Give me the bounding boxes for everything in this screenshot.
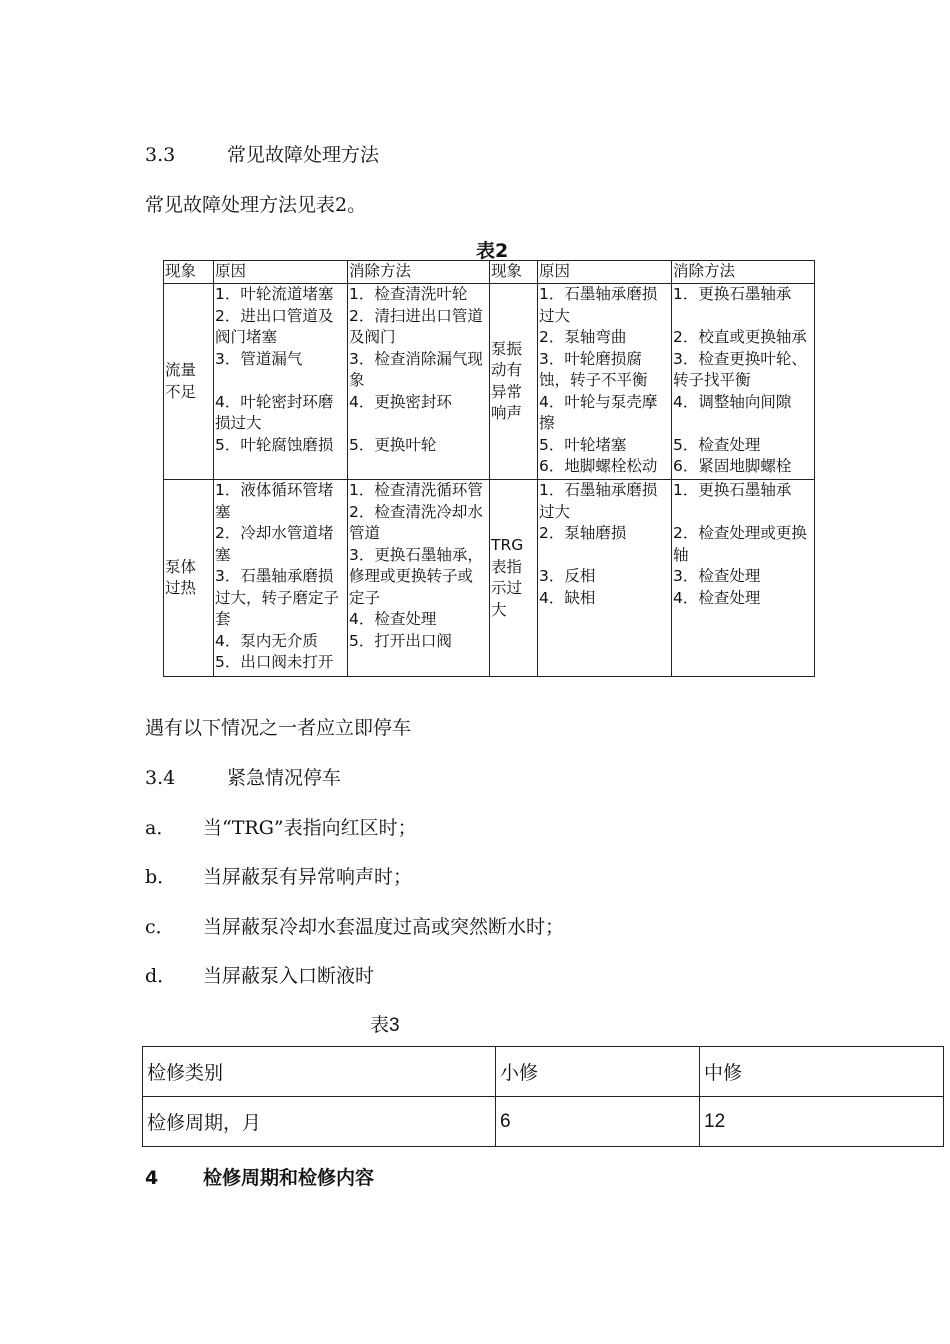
symptom-cell: 泵振动有异常响声 <box>490 284 538 480</box>
maintenance-table <box>142 1046 944 1147</box>
section-number: 3.3 <box>145 144 176 166</box>
item-text: 当屏蔽泵冷却水套温度过高或突然断水时； <box>203 916 565 938</box>
fault-table <box>163 260 815 677</box>
cause-cell: 1．叶轮流道堵塞 2．进出口管道及阀门堵塞 3．管道漏气 4．叶轮密封环磨损过大 5．叶轮腐蚀磨损 <box>214 284 348 480</box>
item-text: 当“TRG”表指向红区时； <box>203 817 417 839</box>
table3-caption: 表3 <box>370 1015 400 1036</box>
remedy-cell: 1．更换石墨轴承 2．校直或更换轴承 3．检查更换叶轮、转子找平衡 4．调整轴向间隙 5．检查处理 6．紧固地脚螺栓 <box>672 284 815 480</box>
list-item <box>145 912 564 939</box>
symptom-cell: 泵体 过热 <box>164 480 214 677</box>
section-title: 常见故障处理方法 <box>227 144 380 166</box>
stop-intro: 遇有以下情况之一者应立即停车 <box>145 717 412 739</box>
table-row <box>164 284 815 480</box>
header-cell: 原因 <box>214 261 348 284</box>
section-title: 检修周期和检修内容 <box>203 1167 375 1189</box>
table2-caption: 表2 <box>476 240 509 262</box>
section-title: 紧急情况停车 <box>227 767 342 789</box>
header-cell: 消除方法 <box>348 261 490 284</box>
cause-cell: 1．石墨轴承磨损过大 2．泵轴磨损 3．反相 4．缺相 <box>538 480 672 677</box>
item-letter: b． <box>145 866 177 888</box>
table-row <box>164 480 815 677</box>
item-letter: c． <box>145 916 175 938</box>
item-letter: a． <box>145 817 176 839</box>
table-cell: 6 <box>496 1097 700 1147</box>
table-header-row <box>164 261 815 284</box>
table-row <box>143 1097 944 1147</box>
remedy-cell: 1．检查清洗循环管 2．检查清洗冷却水管道 3．更换石墨轴承，修理或更换转子或定子 4．检查处理 5．打开出口阀 <box>348 480 490 677</box>
section-3-3-heading <box>145 140 379 167</box>
table-row <box>143 1047 944 1097</box>
item-letter: d． <box>145 965 177 987</box>
header-cell: 检修类别 <box>143 1047 496 1097</box>
symptom-cell: 流量 不足 <box>164 284 214 480</box>
section-number: 4 <box>145 1167 159 1189</box>
table-cell: 12 <box>700 1097 944 1147</box>
list-item <box>145 961 374 988</box>
section-3-4-heading <box>145 763 341 790</box>
section-number: 3.4 <box>145 767 176 789</box>
remedy-cell: 1．更换石墨轴承 2．检查处理或更换轴 3．检查处理 4．检查处理 <box>672 480 815 677</box>
item-text: 当屏蔽泵有异常响声时； <box>203 866 413 888</box>
list-item <box>145 862 412 889</box>
cause-cell: 1．液体循环管堵塞 2．冷却水管道堵塞 3．石墨轴承磨损过大，转子磨定子套 4．泵内无介质 5．出口阀未打开 <box>214 480 348 677</box>
cause-cell: 1．石墨轴承磨损过大 2．泵轴弯曲 3．叶轮磨损腐蚀，转子不平衡 4．叶轮与泵壳摩擦 5．叶轮堵塞 6．地脚螺栓松动 <box>538 284 672 480</box>
symptom-cell: TRG表指示过大 <box>490 480 538 677</box>
header-cell: 现象 <box>164 261 214 284</box>
header-cell: 原因 <box>538 261 672 284</box>
intro-paragraph: 常见故障处理方法见表2。 <box>145 194 367 216</box>
section-4-heading <box>145 1163 374 1190</box>
table-cell: 检修周期，月 <box>143 1097 496 1147</box>
item-text: 当屏蔽泵入口断液时 <box>203 965 375 987</box>
header-cell: 中修 <box>700 1047 944 1097</box>
header-cell: 小修 <box>496 1047 700 1097</box>
header-cell: 现象 <box>490 261 538 284</box>
header-cell: 消除方法 <box>672 261 815 284</box>
remedy-cell: 1．检查清洗叶轮 2．清扫进出口管道及阀门 3．检查消除漏气现象 4．更换密封环 5．更换叶轮 <box>348 284 490 480</box>
list-item <box>145 813 417 840</box>
